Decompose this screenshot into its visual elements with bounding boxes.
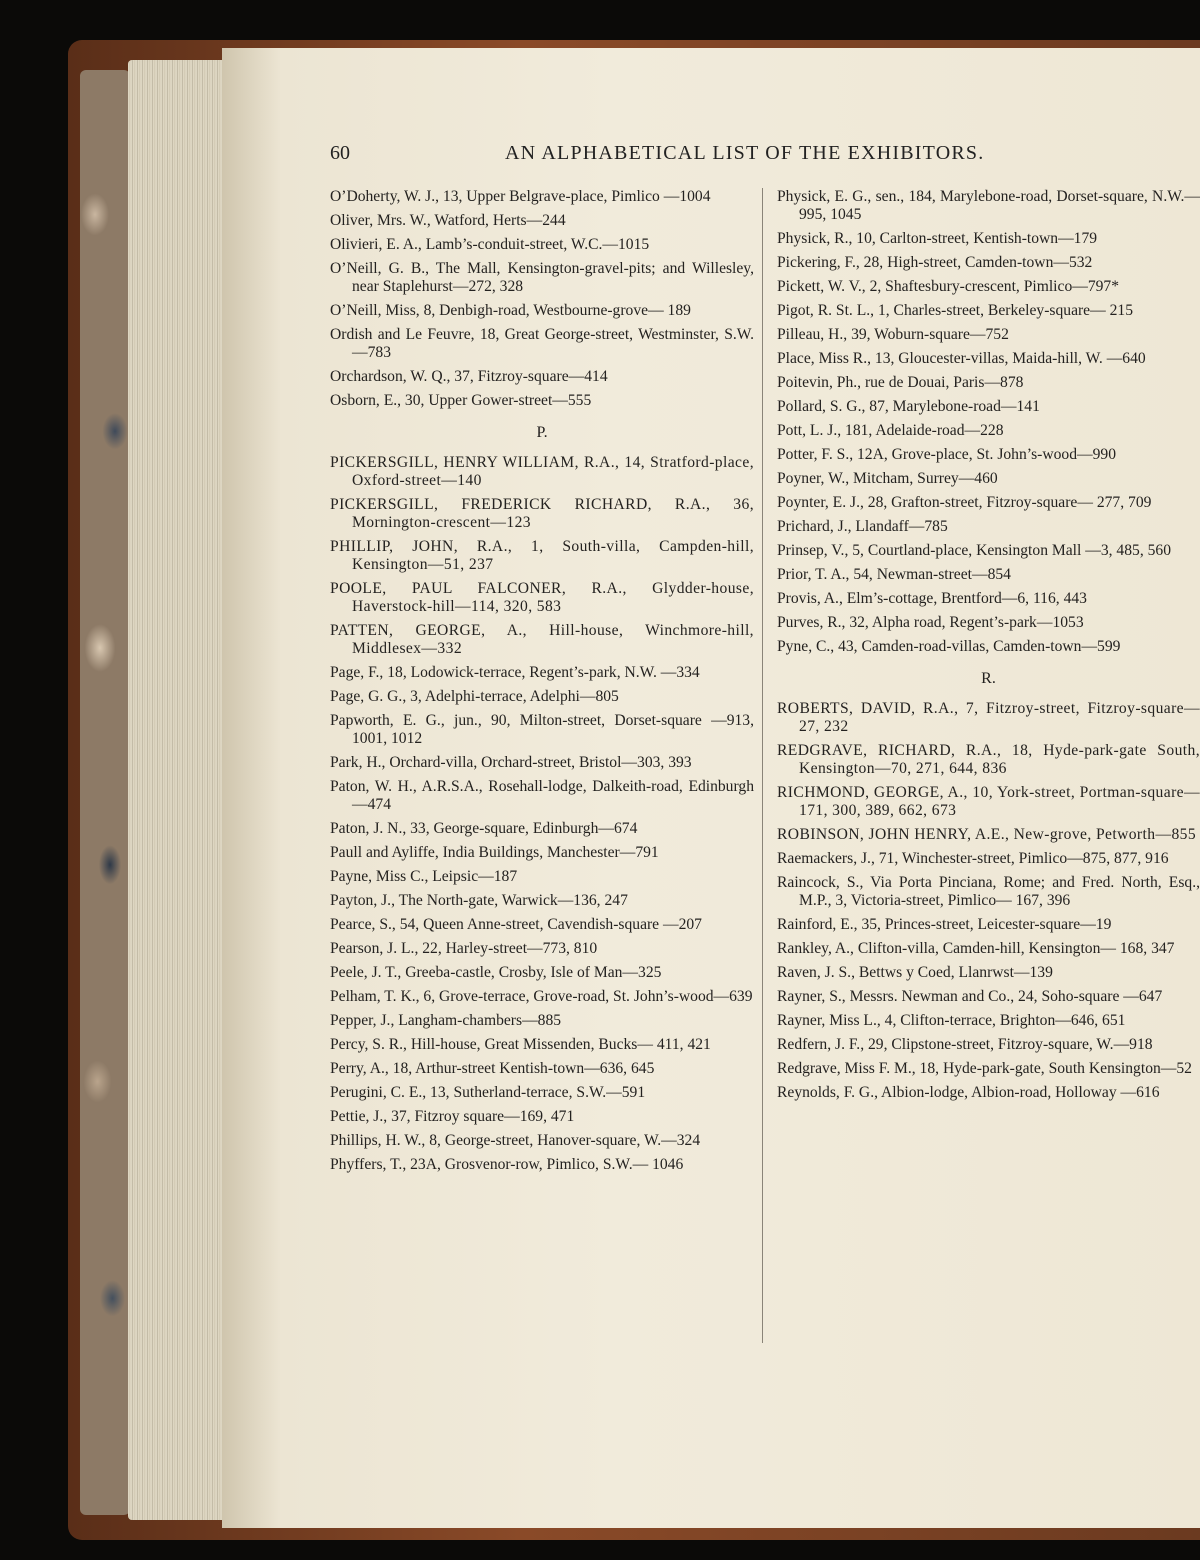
exhibitor-entry: Pickering, F., 28, High-street, Camden-town—532 [777,254,1093,271]
exhibitor-entry: Rayner, Miss L., 4, Clifton-terrace, Brighton—646, 651 [777,1012,1126,1029]
exhibitor-entry: O’Neill, Miss, 8, Denbigh-road, Westbourne-grove— 189 [330,302,691,319]
running-head: AN ALPHABETICAL LIST OF THE EXHIBITORS. [505,142,985,164]
exhibitor-entry: Poyner, W., Mitcham, Surrey—460 [777,470,998,487]
exhibitor-entry: Phillips, H. W., 8, George-street, Hanover-square, W.—324 [330,1132,701,1149]
exhibitor-entry: Pearson, J. L., 22, Harley-street—773, 810 [330,940,598,957]
exhibitor-entry: PHILLIP, JOHN, R.A., 1, South-villa, Campden-hill, Kensington—51, 237 [330,538,754,573]
exhibitor-entry: Raemackers, J., 71, Winchester-street, Pimlico—875, 877, 916 [777,850,1169,867]
exhibitor-entry: Pepper, J., Langham-chambers—885 [330,1012,562,1029]
exhibitor-entry: Paton, J. N., 33, George-square, Edinburgh—674 [330,820,638,837]
exhibitor-entry: Provis, A., Elm’s-cottage, Brentford—6, 116, 443 [777,590,1087,607]
exhibitor-entry: Ordish and Le Feuvre, 18, Great George-street, Westminster, S.W.—783 [330,326,754,361]
right-entries-before [777,188,1200,656]
exhibitor-entry: Osborn, E., 30, Upper Gower-street—555 [330,392,592,409]
exhibitor-entry: Paull and Ayliffe, India Buildings, Manchester—791 [330,844,659,861]
exhibitor-entry: O’Neill, G. B., The Mall, Kensington-gravel-pits; and Willesley, near Staplehurst—272, 328 [330,260,754,295]
exhibitor-entry: Phyffers, T., 23A, Grosvenor-row, Pimlico, S.W.— 1046 [330,1156,684,1173]
exhibitor-entry: Pelham, T. K., 6, Grove-terrace, Grove-road, St. John’s-wood—639 [330,988,753,1005]
exhibitor-entry: ROBERTS, DAVID, R.A., 7, Fitzroy-street, Fitzroy-square—27, 232 [777,700,1200,735]
exhibitor-entry: Papworth, E. G., jun., 90, Milton-street, Dorset-square —913, 1001, 1012 [330,712,754,747]
exhibitor-entry: Purves, R., 32, Alpha road, Regent’s-park—1053 [777,614,1084,631]
exhibitor-entry: RICHMOND, GEORGE, A., 10, York-street, Portman-square—171, 300, 389, 662, 673 [777,784,1200,819]
exhibitor-entry: Redfern, J. F., 29, Clipstone-street, Fitzroy-square, W.—918 [777,1036,1153,1053]
exhibitor-entry: Olivieri, E. A., Lamb’s-conduit-street, W.C.—1015 [330,236,650,253]
exhibitor-entry: Paton, W. H., A.R.S.A., Rosehall-lodge, Dalkeith-road, Edinburgh—474 [330,778,754,813]
exhibitor-entry: Pott, L. J., 181, Adelaide-road—228 [777,422,1004,439]
exhibitor-entry: Rainford, E., 35, Princes-street, Leicester-square—19 [777,916,1112,933]
right-column [777,188,1200,1108]
left-entries-before [330,188,754,410]
exhibitor-entry: ROBINSON, JOHN HENRY, A.E., New-grove, Petworth—855 [777,826,1197,843]
exhibitor-entry: Pollard, S. G., 87, Marylebone-road—141 [777,398,1040,415]
exhibitor-entry: Physick, E. G., sen., 184, Marylebone-road, Dorset-square, N.W.—995, 1045 [777,188,1200,223]
exhibitor-entry: Pilleau, H., 39, Woburn-square—752 [777,326,1009,343]
page-number: 60 [330,142,350,164]
exhibitor-entry: PATTEN, GEORGE, A., Hill-house, Winchmore-hill, Middlesex—332 [330,622,754,657]
exhibitor-entry: Rayner, S., Messrs. Newman and Co., 24, Soho-square —647 [777,988,1163,1005]
exhibitor-entry: Perry, A., 18, Arthur-street Kentish-town—636, 645 [330,1060,655,1077]
exhibitor-entry: POOLE, PAUL FALCONER, R.A., Glydder-house, Haverstock-hill—114, 320, 583 [330,580,754,615]
exhibitor-entry: Oliver, Mrs. W., Watford, Herts—244 [330,212,566,229]
exhibitor-entry: Page, G. G., 3, Adelphi-terrace, Adelphi—805 [330,688,619,705]
exhibitor-entry: Physick, R., 10, Carlton-street, Kentish-town—179 [777,230,1098,247]
exhibitor-entry: Pyne, C., 43, Camden-road-villas, Camden-town—599 [777,638,1121,655]
exhibitor-entry: Prichard, J., Llandaff—785 [777,518,948,535]
exhibitor-entry: Redgrave, Miss F. M., 18, Hyde-park-gate, South Kensington—52 [777,1060,1192,1077]
exhibitor-entry: Raven, J. S., Bettws y Coed, Llanrwst—139 [777,964,1053,981]
exhibitor-entry: Pigot, R. St. L., 1, Charles-street, Berkeley-square— 215 [777,302,1133,319]
exhibitor-entry: Percy, S. R., Hill-house, Great Missenden, Bucks— 411, 421 [330,1036,711,1053]
page-edges [128,60,230,1520]
section-letter-r: R. [981,670,996,687]
exhibitor-entry: Raincock, S., Via Porta Pinciana, Rome; and Fred. North, Esq., M.P., 3, Victoria-street, Pimlico— 167, 396 [777,874,1200,909]
exhibitor-entry: REDGRAVE, RICHARD, R.A., 18, Hyde-park-gate South, Kensington—70, 271, 644, 836 [777,742,1200,777]
exhibitor-entry: Peele, J. T., Greeba-castle, Crosby, Isle of Man—325 [330,964,662,981]
exhibitor-entry: Place, Miss R., 13, Gloucester-villas, Maida-hill, W. —640 [777,350,1146,367]
right-entries-after [777,700,1200,1102]
exhibitor-entry: Payton, J., The North-gate, Warwick—136, 247 [330,892,628,909]
exhibitor-entry: Rankley, A., Clifton-villa, Camden-hill, Kensington— 168, 347 [777,940,1175,957]
exhibitor-entry: Perugini, C. E., 13, Sutherland-terrace, S.W.—591 [330,1084,646,1101]
exhibitor-entry: O’Doherty, W. J., 13, Upper Belgrave-place, Pimlico —1004 [330,188,711,205]
exhibitor-entry: Prinsep, V., 5, Courtland-place, Kensington Mall —3, 485, 560 [777,542,1172,559]
exhibitor-entry: Payne, Miss C., Leipsic—187 [330,868,518,885]
exhibitor-entry: Prior, T. A., 54, Newman-street—854 [777,566,1011,583]
exhibitor-entry: Pickett, W. V., 2, Shaftesbury-crescent, Pimlico—797* [777,278,1120,295]
exhibitor-entry: Park, H., Orchard-villa, Orchard-street, Bristol—303, 393 [330,754,692,771]
exhibitor-entry: Page, F., 18, Lodowick-terrace, Regent’s-park, N.W. —334 [330,664,700,681]
exhibitor-entry: Orchardson, W. Q., 37, Fitzroy-square—414 [330,368,608,385]
column-rule [762,188,763,1343]
section-letter-p: P. [536,424,548,441]
page-header [330,142,1200,172]
marbled-endpaper [80,70,130,1515]
left-column [330,188,754,1180]
exhibitor-entry: Pettie, J., 37, Fitzroy square—169, 471 [330,1108,575,1125]
exhibitor-entry: PICKERSGILL, HENRY WILLIAM, R.A., 14, Stratford-place, Oxford-street—140 [330,454,754,489]
exhibitor-entry: PICKERSGILL, FREDERICK RICHARD, R.A., 36, Mornington-crescent—123 [330,496,754,531]
exhibitor-entry: Potter, F. S., 12A, Grove-place, St. John’s-wood—990 [777,446,1117,463]
exhibitor-entry: Pearce, S., 54, Queen Anne-street, Cavendish-square —207 [330,916,702,933]
exhibitor-entry: Poynter, E. J., 28, Grafton-street, Fitzroy-square— 277, 709 [777,494,1152,511]
left-entries-after [330,454,754,1174]
exhibitor-entry: Poitevin, Ph., rue de Douai, Paris—878 [777,374,1024,391]
exhibitor-entry: Reynolds, F. G., Albion-lodge, Albion-road, Holloway —616 [777,1084,1160,1101]
